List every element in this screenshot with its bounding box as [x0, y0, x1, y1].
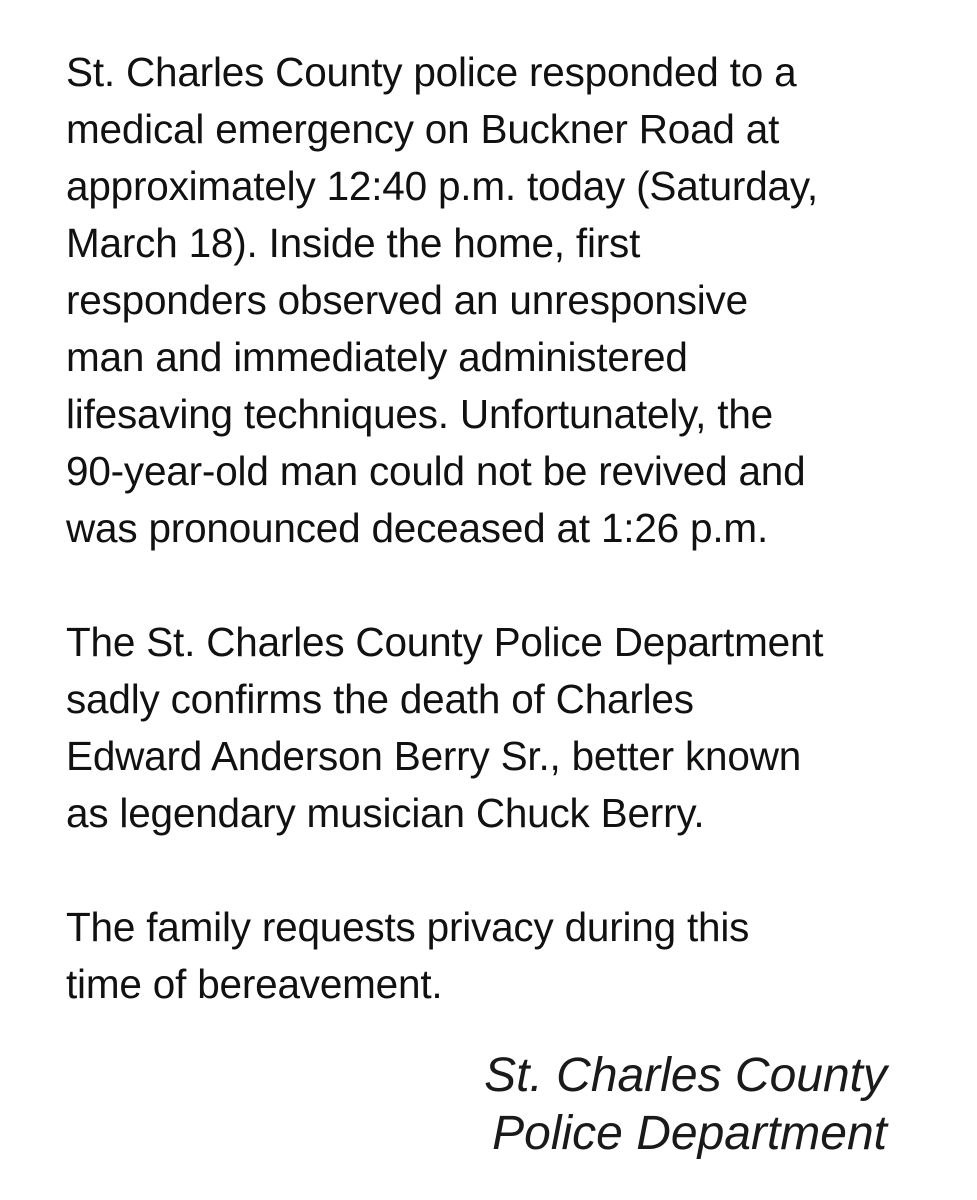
statement-body [66, 44, 946, 1070]
text-line: as legendary musician Chuck Berry. [66, 790, 705, 836]
text-line: lifesaving techniques. Unfortunately, the [66, 391, 773, 437]
paragraph-confirmation [66, 614, 946, 842]
text-line: responders observed an unresponsive [66, 277, 748, 323]
text-line: time of bereavement. [66, 961, 443, 1007]
text-line: man and immediately administered [66, 334, 688, 380]
text-line: Edward Anderson Berry Sr., better known [66, 733, 802, 779]
text-line: was pronounced deceased at 1:26 p.m. [66, 505, 769, 551]
text-line: March 18). Inside the home, first [66, 220, 641, 266]
signature-line: Police Department [492, 1107, 887, 1160]
text-line: sadly confirms the death of Charles [66, 676, 694, 722]
text-line: medical emergency on Buckner Road at [66, 106, 780, 152]
paragraph-privacy [66, 899, 946, 1013]
paragraph-incident [66, 44, 946, 557]
text-line: approximately 12:40 p.m. today (Saturday, [66, 163, 818, 209]
text-line: The family requests privacy during this [66, 904, 750, 950]
signature-block [484, 1047, 887, 1163]
text-line: 90-year-old man could not be revived and [66, 448, 806, 494]
text-line: The St. Charles County Police Department [66, 619, 824, 665]
signature-line: St. Charles County [484, 1049, 887, 1102]
text-line: St. Charles County police responded to a [66, 49, 797, 95]
